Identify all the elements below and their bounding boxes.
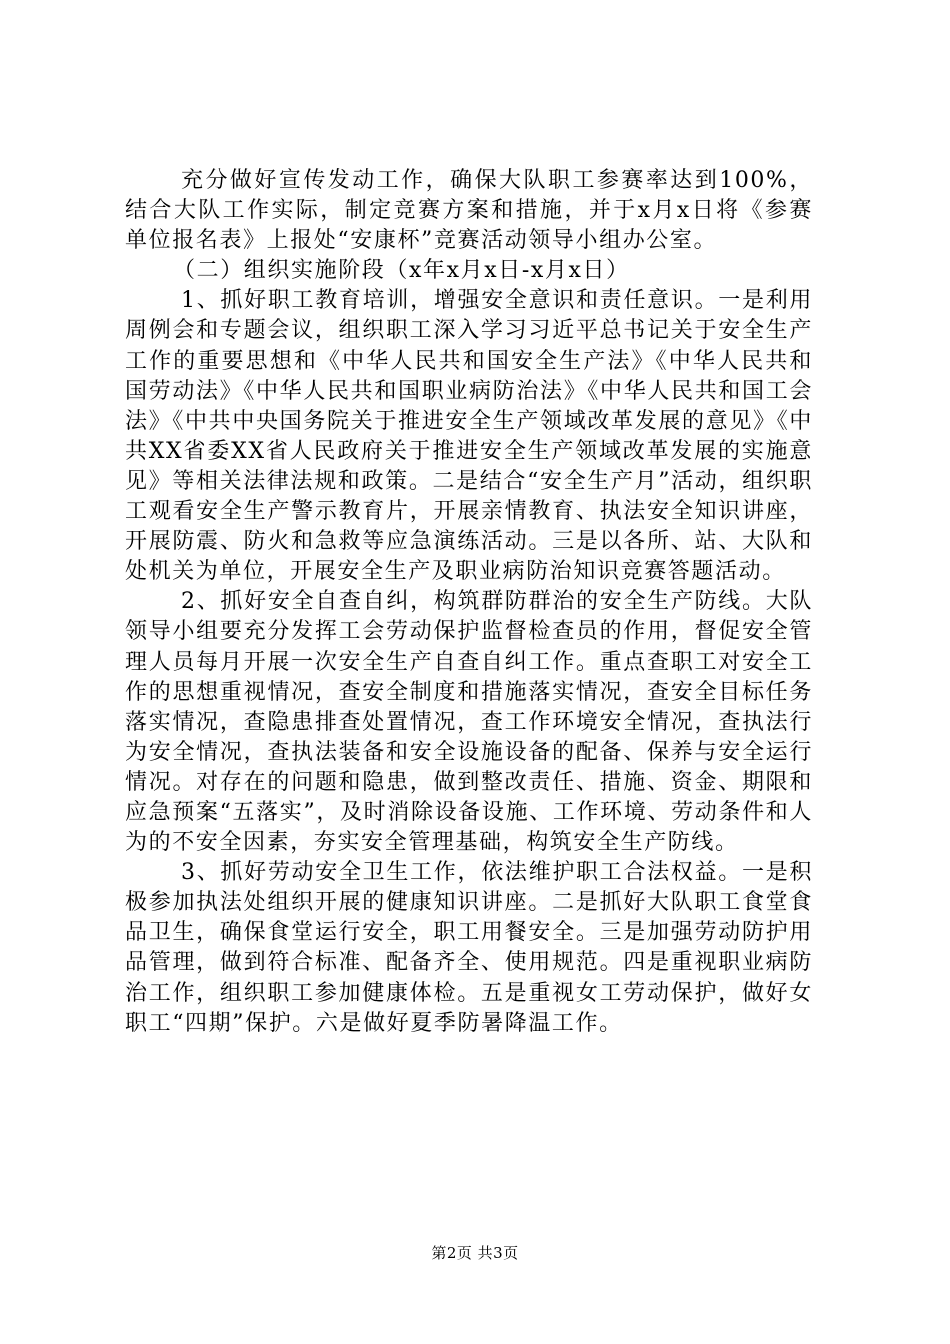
document-body bbox=[125, 166, 813, 1039]
paragraph-self-inspection: 2、抓好安全自查自纠，构筑群防群治的安全生产防线。大队领导小组要充分发挥工会劳动保护监督检查员的作用，督促安全管理人员每月开展一次安全生产自查自纠工作。重点查职工对安全工作的思想重视情况，查安全制度和措施落实情况，查安全目标任务落实情况，查隐患排查处置情况，查工作环境安全情况，查执法行为安全情况，查执法装备和安全设施设备的配备、保养与安全运行情况。对存在的问题和隐患，做到整改责任、措施、资金、期限和应急预案“五落实”，及时消除设备设施、工作环境、劳动条件和人为的不安全因素，夯实安全管理基础，构筑安全生产防线。 bbox=[125, 589, 813, 856]
paragraph-education-training: 1、抓好职工教育培训，增强安全意识和责任意识。一是利用周例会和专题会议，组织职工深入学习习近平总书记关于安全生产工作的重要思想和《中华人民共和国安全生产法》《中华人民共和国劳动法》《中华人民共和国职业病防治法》《中华人民共和国工会法》《中共中央国务院关于推进安全生产领域改革发展的意见》《中共XX省委XX省人民政府关于推进安全生产领域改革发展的实施意见》等相关法律法规和政策。二是结合“安全生产月”活动，组织职工观看安全生产警示教育片，开展亲情教育、执法安全知识讲座，开展防震、防火和急救等应急演练活动。三是以各所、站、大队和处机关为单位，开展安全生产及职业病防治知识竞赛答题活动。 bbox=[125, 288, 813, 585]
page-footer: 第2页 共3页 bbox=[431, 1244, 519, 1262]
paragraph-publicity: 充分做好宣传发动工作，确保大队职工参赛率达到100%，结合大队工作实际，制定竞赛方案和措施，并于x月x日将《参赛单位报名表》上报处“安康杯”竞赛活动领导小组办公室。 bbox=[125, 168, 813, 254]
paragraph-labor-safety: 3、抓好劳动安全卫生工作，依法维护职工合法权益。一是积极参加执法处组织开展的健康知识讲座。二是抓好大队职工食堂食品卫生，确保食堂运行安全，职工用餐安全。三是加强劳动防护用品管理，做到符合标准、配备齐全、使用规范。四是重视职业病防治工作，组织职工参加健康体检。五是重视女工劳动保护，做好女职工“四期”保护。六是做好夏季防暑降温工作。 bbox=[125, 860, 813, 1036]
section-heading-implementation: （二）组织实施阶段（x年x月x日-x月x日） bbox=[173, 258, 630, 284]
